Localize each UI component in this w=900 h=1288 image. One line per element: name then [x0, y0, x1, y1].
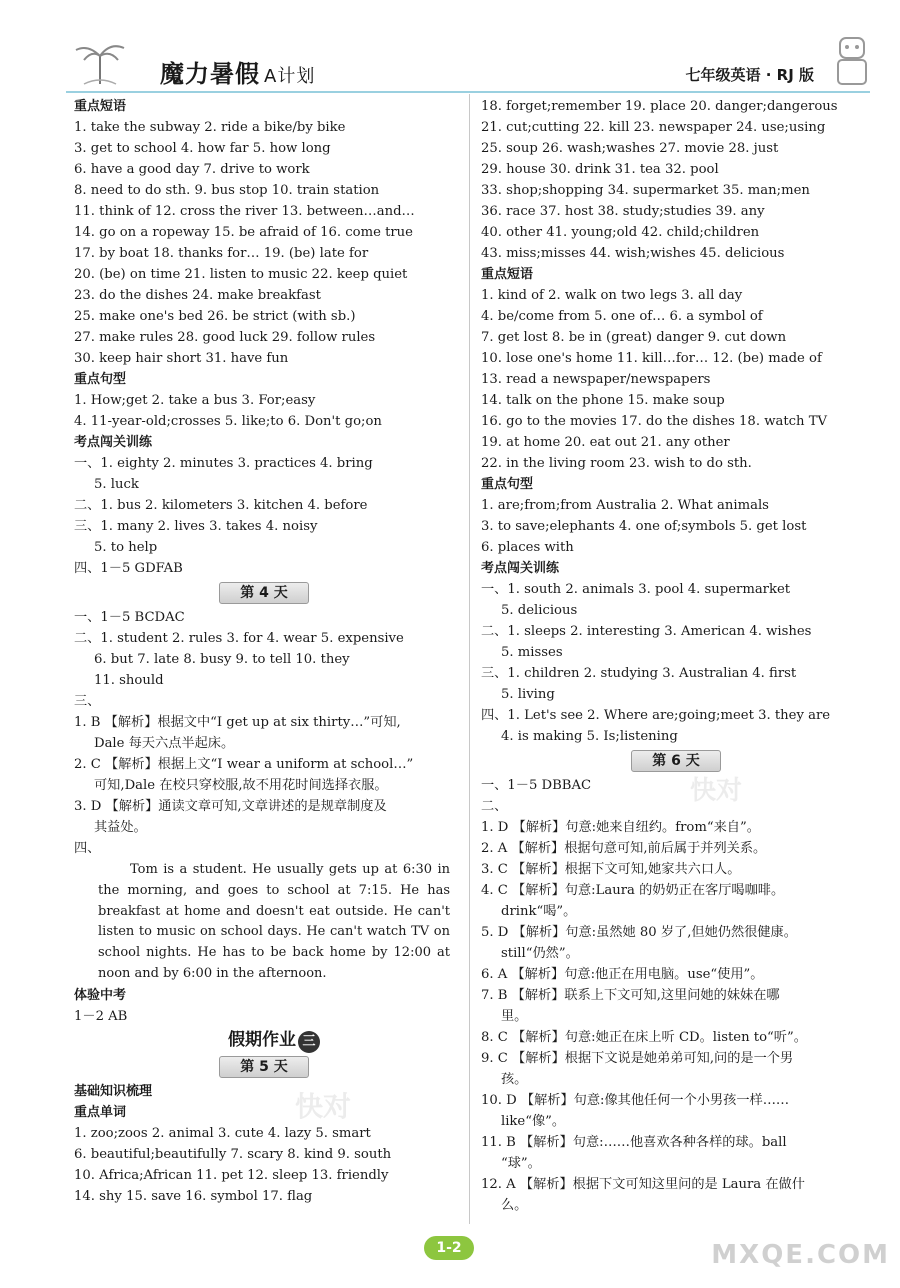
answer-line: 29. house 30. drink 31. tea 32. pool — [481, 162, 719, 177]
answer-line: 14. shy 15. save 16. symbol 17. flag — [74, 1188, 313, 1204]
answer-line: 8. need to do sth. 9. bus stop 10. train station — [74, 183, 380, 198]
answer-line: 10. Africa;African 11. pet 12. sleep 13. friendly — [74, 1167, 389, 1183]
watermark-text: 快对 — [295, 1090, 352, 1123]
answer-line: 8. C 【解析】句意:她正在床上听 CD。listen to“听”。 — [481, 1030, 807, 1045]
answer-line: 6. have a good day 7. drive to work — [74, 162, 310, 177]
homework-title-text: 假期作业 — [228, 1029, 296, 1050]
answer-line: 孩。 — [501, 1072, 528, 1087]
answer-paragraph: Tom is a student. He usually gets up at 6:30 in the morning, and goes to school at 7:15. He has breakfast at home and doesn't eat outside. He can't listen to music on school days. He can't watch TV on school nights. He has to be back home by 12:00 at noon and by 6:00 in the afternoon. — [98, 862, 450, 981]
answer-line: 43. miss;misses 44. wish;wishes 45. delicious — [481, 246, 785, 261]
answer-line: 二、1. student 2. rules 3. for 4. wear 5. expensive — [74, 631, 404, 646]
answer-line: 三、1. many 2. lives 3. takes 4. noisy — [74, 519, 318, 534]
day-banner: 第 6 天 — [631, 750, 721, 772]
answer-line: 三、 — [74, 694, 101, 709]
answer-line: 6. A 【解析】句意:他正在用电脑。use“使用”。 — [481, 967, 764, 982]
section-heading: 考点闯关训练 — [74, 435, 153, 450]
answer-line: 5. living — [501, 687, 555, 702]
homework-number-badge: 三 — [298, 1031, 320, 1053]
answer-line: 14. go on a ropeway 15. be afraid of 16. come true — [74, 225, 413, 240]
answer-line: 二、 — [481, 799, 508, 814]
site-watermark: MXQE.COM — [711, 1240, 890, 1270]
answer-line: 6. places with — [481, 540, 574, 555]
answer-line: 16. go to the movies 17. do the dishes 18. watch TV — [481, 414, 828, 429]
answer-line: 18. forget;remember 19. place 20. danger;dangerous — [481, 99, 838, 114]
answer-line: 3. C 【解析】根据下文可知,她家共六口人。 — [481, 862, 741, 877]
answer-line: 1. D 【解析】句意:她来自纽约。from“来自”。 — [481, 820, 760, 835]
answer-line: 14. talk on the phone 15. make soup — [481, 393, 725, 408]
answer-line: 12. A 【解析】根据下文可知这里问的是 Laura 在做什 — [481, 1177, 805, 1192]
subject-label: 七年级英语 · RJ 版 — [685, 66, 814, 84]
answer-line: 11. should — [94, 673, 164, 688]
palm-tree-icon — [70, 36, 130, 86]
answer-line: 11. B 【解析】句意:……他喜欢各种各样的球。ball — [481, 1135, 787, 1150]
answer-line: “球”。 — [501, 1156, 541, 1171]
answer-line: 其益处。 — [94, 820, 147, 835]
answer-line: 一、1. eighty 2. minutes 3. practices 4. bring — [74, 456, 373, 471]
day-banner: 第 4 天 — [219, 582, 309, 604]
right-column — [481, 96, 866, 1216]
answer-line: 5. misses — [501, 645, 563, 660]
answer-line: still“仍然”。 — [501, 946, 579, 961]
answer-line: 30. keep hair short 31. have fun — [74, 351, 289, 366]
answer-line: 5. luck — [94, 477, 139, 492]
answer-line: 三、1. children 2. studying 3. Australian 4. first — [481, 666, 797, 681]
answer-line: 一、1. south 2. animals 3. pool 4. supermarket — [481, 582, 791, 597]
page-number: 1-2 — [424, 1236, 474, 1260]
answer-line: 25. make one's bed 26. be strict (with sb.) — [74, 309, 356, 324]
answer-line: 1. kind of 2. walk on two legs 3. all day — [481, 288, 743, 303]
homework-title — [94, 1027, 454, 1053]
answer-line: 1. take the subway 2. ride a bike/by bike — [74, 120, 346, 135]
answer-line: 33. shop;shopping 34. supermarket 35. man;men — [481, 183, 810, 198]
watermark-text: 快对 — [690, 776, 743, 806]
answer-line: 2. A 【解析】根据句意可知,前后属于并列关系。 — [481, 841, 767, 856]
answer-line: 17. by boat 18. thanks for… 19. (be) late for — [74, 246, 369, 261]
answer-line: 25. soup 26. wash;washes 27. movie 28. just — [481, 141, 779, 156]
answer-line: 6. beautiful;beautifully 7. scary 8. kind 9. south — [74, 1146, 392, 1162]
answer-line: 3. to save;elephants 4. one of;symbols 5. get lost — [481, 519, 807, 534]
answer-line: like“像”。 — [501, 1114, 566, 1129]
answer-line: drink“喝”。 — [501, 904, 577, 919]
answer-line: 21. cut;cutting 22. kill 23. newspaper 24. use;using — [481, 120, 826, 135]
section-heading: 重点短语 — [481, 267, 534, 282]
answer-line: 1. B 【解析】根据文中“I get up at six thirty…”可知, — [74, 715, 401, 730]
section-heading: 重点句型 — [74, 372, 127, 387]
section-heading: 重点句型 — [481, 477, 534, 492]
answer-line: 一、1－5 DBBAC — [481, 778, 592, 793]
answer-line: 9. C 【解析】根据下文说是她弟弟可知,问的是一个男 — [481, 1051, 794, 1066]
header-rule — [66, 91, 870, 93]
answer-line: 19. at home 20. eat out 21. any other — [481, 435, 730, 450]
answer-line: 40. other 41. young;old 42. child;children — [481, 225, 760, 240]
answer-line: 里。 — [501, 1009, 528, 1024]
answer-line: 可知,Dale 在校只穿校服,故不用花时间选择衣服。 — [94, 778, 388, 793]
answer-line: 5. to help — [94, 540, 158, 555]
answer-line: 二、1. bus 2. kilometers 3. kitchen 4. before — [74, 498, 368, 513]
answer-line: 7. B 【解析】联系上下文可知,这里问她的妹妹在哪 — [481, 988, 780, 1003]
answer-line: 1－2 AB — [74, 1008, 128, 1024]
answer-line: 36. race 37. host 38. study;studies 39. any — [481, 204, 765, 219]
page-header — [0, 0, 900, 96]
section-heading: 考点闯关训练 — [481, 561, 560, 576]
answer-line: 4. C 【解析】句意:Laura 的奶奶正在客厅喝咖啡。 — [481, 883, 785, 898]
answer-line: 1. zoo;zoos 2. animal 3. cute 4. lazy 5. smart — [74, 1125, 371, 1141]
section-heading: 体验中考 — [74, 987, 127, 1003]
answer-line: 1. How;get 2. take a bus 3. For;easy — [74, 393, 316, 408]
answer-line: 13. read a newspaper/newspapers — [481, 372, 711, 387]
day-banner: 第 5 天 — [219, 1056, 309, 1078]
answer-line: 5. D 【解析】句意:虽然她 80 岁了,但她仍然很健康。 — [481, 925, 797, 940]
left-column — [74, 96, 454, 1207]
answer-line: 二、1. sleeps 2. interesting 3. American 4. wishes — [481, 624, 812, 639]
section-heading: 重点单词 — [74, 1104, 127, 1120]
brand-title: 魔力暑假 A计划 — [160, 60, 316, 88]
section-heading: 重点短语 — [74, 99, 127, 114]
section-heading: 基础知识梳理 — [74, 1083, 153, 1099]
answer-line: 10. D 【解析】句意:像其他任何一个小男孩一样…… — [481, 1093, 790, 1108]
answer-line: 20. (be) on time 21. listen to music 22. keep quiet — [74, 267, 408, 282]
answer-line: 么。 — [501, 1198, 528, 1213]
answer-line: 一、1－5 BCDAC — [74, 610, 185, 625]
answer-line: 四、1－5 GDFAB — [74, 561, 183, 576]
answer-line: 4. 11-year-old;crosses 5. like;to 6. Don't go;on — [74, 414, 382, 429]
answer-line: 四、 — [74, 841, 101, 856]
answer-line: 3. D 【解析】通读文章可知,文章讲述的是规章制度及 — [74, 799, 387, 814]
answer-line: 6. but 7. late 8. busy 9. to tell 10. they — [94, 652, 350, 667]
answer-line: 4. is making 5. Is;listening — [501, 729, 678, 744]
answer-line: 四、1. Let's see 2. Where are;going;meet 3. they are — [481, 708, 831, 723]
column-divider — [469, 94, 470, 1224]
answer-line: 22. in the living room 23. wish to do sth. — [481, 456, 752, 471]
answer-line: 2. C 【解析】根据上文“I wear a uniform at school…” — [74, 757, 414, 772]
answer-line: 1. are;from;from Australia 2. What animals — [481, 498, 769, 513]
answer-line: 11. think of 12. cross the river 13. between…and… — [74, 204, 415, 219]
answer-line: 3. get to school 4. how far 5. how long — [74, 141, 331, 156]
answer-line: 10. lose one's home 11. kill…for… 12. (be) made of — [481, 351, 822, 366]
answer-line: 4. be/come from 5. one of… 6. a symbol of — [481, 309, 763, 324]
answer-line: 7. get lost 8. be in (great) danger 9. cut down — [481, 330, 787, 345]
mascot-icon — [832, 34, 872, 90]
answer-line: 27. make rules 28. good luck 29. follow rules — [74, 330, 376, 345]
answer-line: 5. delicious — [501, 603, 578, 618]
answer-line: Dale 每天六点半起床。 — [94, 736, 235, 751]
answer-line: 23. do the dishes 24. make breakfast — [74, 288, 321, 303]
